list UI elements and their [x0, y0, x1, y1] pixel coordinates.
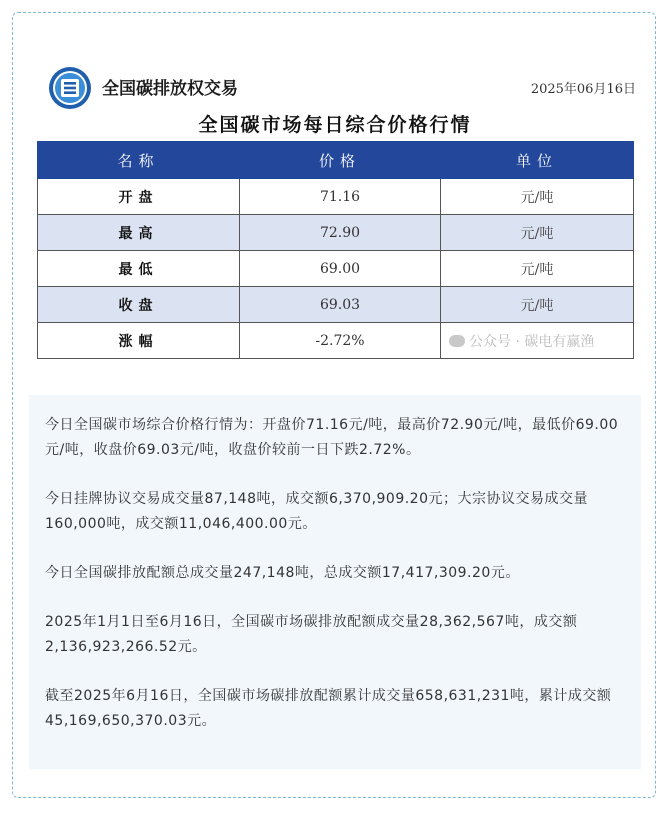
- summary-paragraph: 今日挂牌协议交易成交量87,148吨，成交额6,370,909.20元；大宗协议交易成交量160,000吨，成交额11,046,400.00元。: [45, 491, 589, 532]
- table-row: [38, 215, 634, 251]
- table-row: [38, 179, 634, 215]
- row-unit: 元/吨: [441, 215, 634, 251]
- row-price: 69.00: [240, 251, 441, 287]
- table-row: [38, 287, 634, 323]
- summary-paragraph: 2025年1月1日至6月16日，全国碳市场碳排放配额成交量28,362,567吨，成交额2,136,923,266.52元。: [45, 614, 578, 655]
- row-unit: 元/吨: [441, 287, 634, 323]
- row-unit: [441, 323, 634, 359]
- price-table: [37, 141, 634, 359]
- row-price: 71.16: [240, 179, 441, 215]
- summary-paragraph: 今日全国碳排放配额总成交量247,148吨，总成交额17,417,309.20元。: [45, 565, 520, 581]
- row-name: 收盘: [38, 287, 240, 323]
- table-row: [38, 323, 634, 359]
- row-unit: 元/吨: [441, 179, 634, 215]
- column-header-price: 价格: [240, 142, 441, 179]
- exchange-logo-icon: [48, 66, 92, 110]
- row-unit: 元/吨: [441, 251, 634, 287]
- row-price: -2.72%: [240, 323, 441, 359]
- row-price: 72.90: [240, 215, 441, 251]
- brand-name: 全国碳排放权交易: [102, 79, 238, 99]
- summary-paragraph: 今日全国碳市场综合价格行情为：开盘价71.16元/吨，最高价72.90元/吨，最低价69.00元/吨，收盘价69.03元/吨，收盘价较前一日下跌2.72%。: [45, 417, 619, 458]
- market-summary: [29, 395, 641, 769]
- row-name: 涨幅: [38, 323, 240, 359]
- row-price: 69.03: [240, 287, 441, 323]
- watermark: [449, 331, 594, 351]
- row-name: 最高: [38, 215, 240, 251]
- column-header-name: 名称: [38, 142, 240, 179]
- row-name: 开盘: [38, 179, 240, 215]
- report-date: 2025年06月16日: [530, 82, 636, 97]
- page-title: 全国碳市场每日综合价格行情: [198, 114, 472, 136]
- watermark-text: 公众号 · 碳电有赢渔: [469, 334, 595, 350]
- summary-paragraph: 截至2025年6月16日，全国碳市场碳排放配额累计成交量658,631,231吨，累计成交额45,169,650,370.03元。: [45, 688, 612, 729]
- row-name: 最低: [38, 251, 240, 287]
- table-row: [38, 251, 634, 287]
- table-header-row: [38, 142, 634, 179]
- page-header: [48, 66, 638, 106]
- column-header-unit: 单位: [441, 142, 634, 179]
- wechat-icon: [449, 335, 465, 347]
